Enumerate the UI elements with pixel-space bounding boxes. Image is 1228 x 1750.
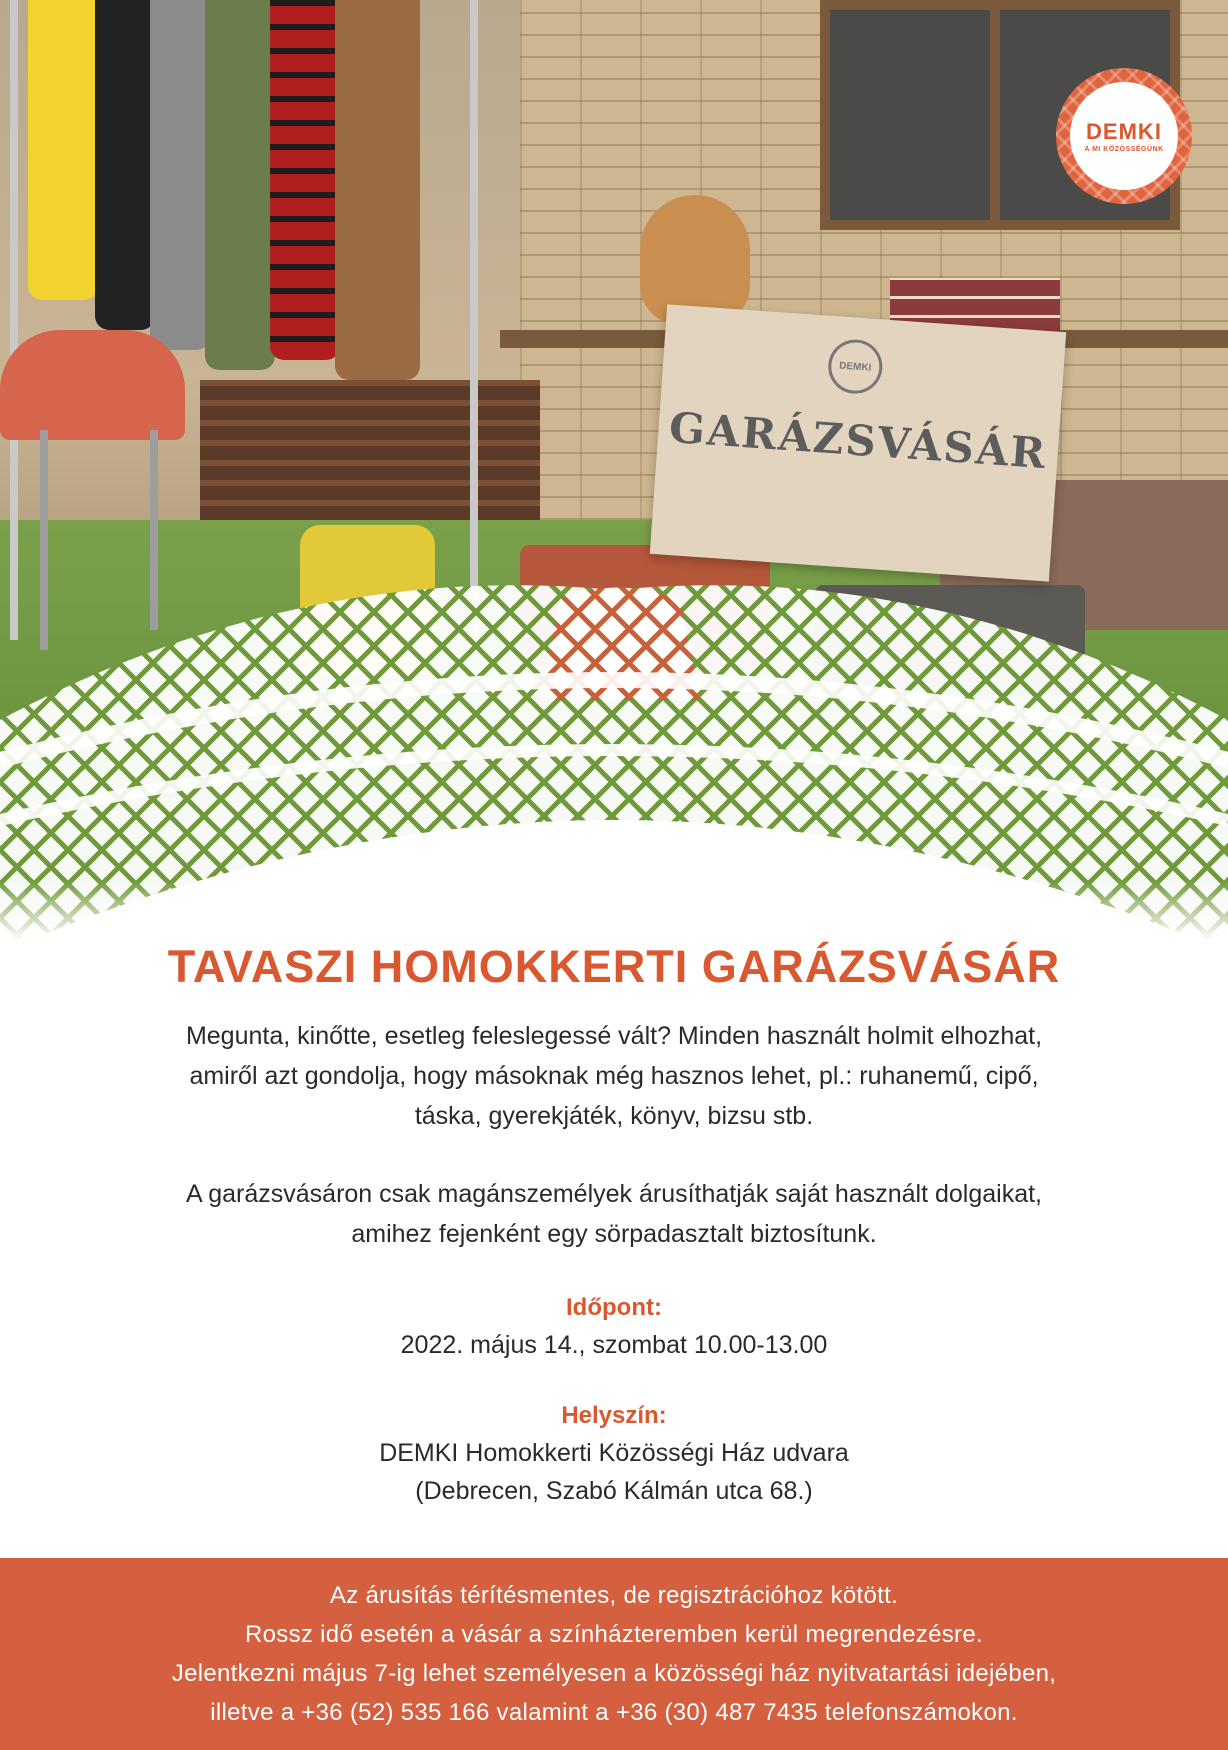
flyer-content [0, 930, 1228, 1510]
venue-section [0, 1398, 1228, 1510]
intro-line: táska, gyerekjáték, könyv, bizsu stb. [414, 1102, 814, 1130]
logo-name: DEMKI [1086, 119, 1162, 144]
footer-banner [0, 1558, 1228, 1750]
rules-line: amihez fejenként egy sörpadasztalt biztosítunk. [351, 1220, 877, 1248]
demki-logo [1056, 68, 1192, 204]
footer-line: Jelentkezni május 7-ig lehet személyesen a közösségi ház nyitvatartási idejében, [171, 1660, 1057, 1687]
footer-line: illetve a +36 (52) 535 166 valamint a +36 (30) 487 7435 telefonszámokon. [210, 1699, 1018, 1726]
rules-paragraph [0, 1174, 1228, 1254]
venue-label: Helyszín: [561, 1402, 667, 1429]
rules-line: A garázsvásáron csak magánszemélyek árusíthatják saját használt dolgaikat, [185, 1180, 1042, 1208]
page-title: TAVASZI HOMOKKERTI GARÁZSVÁSÁR [167, 941, 1061, 992]
intro-line: Megunta, kinőtte, esetleg feleslegessé vált? Minden használt holmit elhozhat, [185, 1022, 1043, 1050]
time-value: 2022. május 14., szombat 10.00-13.00 [400, 1331, 828, 1359]
logo-tagline: A MI KÖZÖSSÉGÜNK [1084, 146, 1164, 153]
time-section [0, 1290, 1228, 1364]
intro-paragraph [0, 1016, 1228, 1136]
venue-line: DEMKI Homokkerti Közösségi Ház udvara [379, 1439, 849, 1467]
footer-line: Rossz idő esetén a vásár a színházteremben kerül megrendezésre. [245, 1621, 983, 1648]
venue-line: (Debrecen, Szabó Kálmán utca 68.) [415, 1477, 813, 1505]
sign-text: GARÁZSVÁSÁR [667, 402, 1049, 479]
logo-inner [1070, 82, 1178, 190]
intro-line: amiről azt gondolja, hogy másoknak még hasznos lehet, pl.: ruhanemű, cipő, [189, 1062, 1039, 1090]
sign-logo: DEMKI [827, 338, 885, 396]
time-label: Időpont: [566, 1294, 662, 1321]
footer-line: Az árusítás térítésmentes, de regisztrációhoz kötött. [329, 1582, 899, 1609]
